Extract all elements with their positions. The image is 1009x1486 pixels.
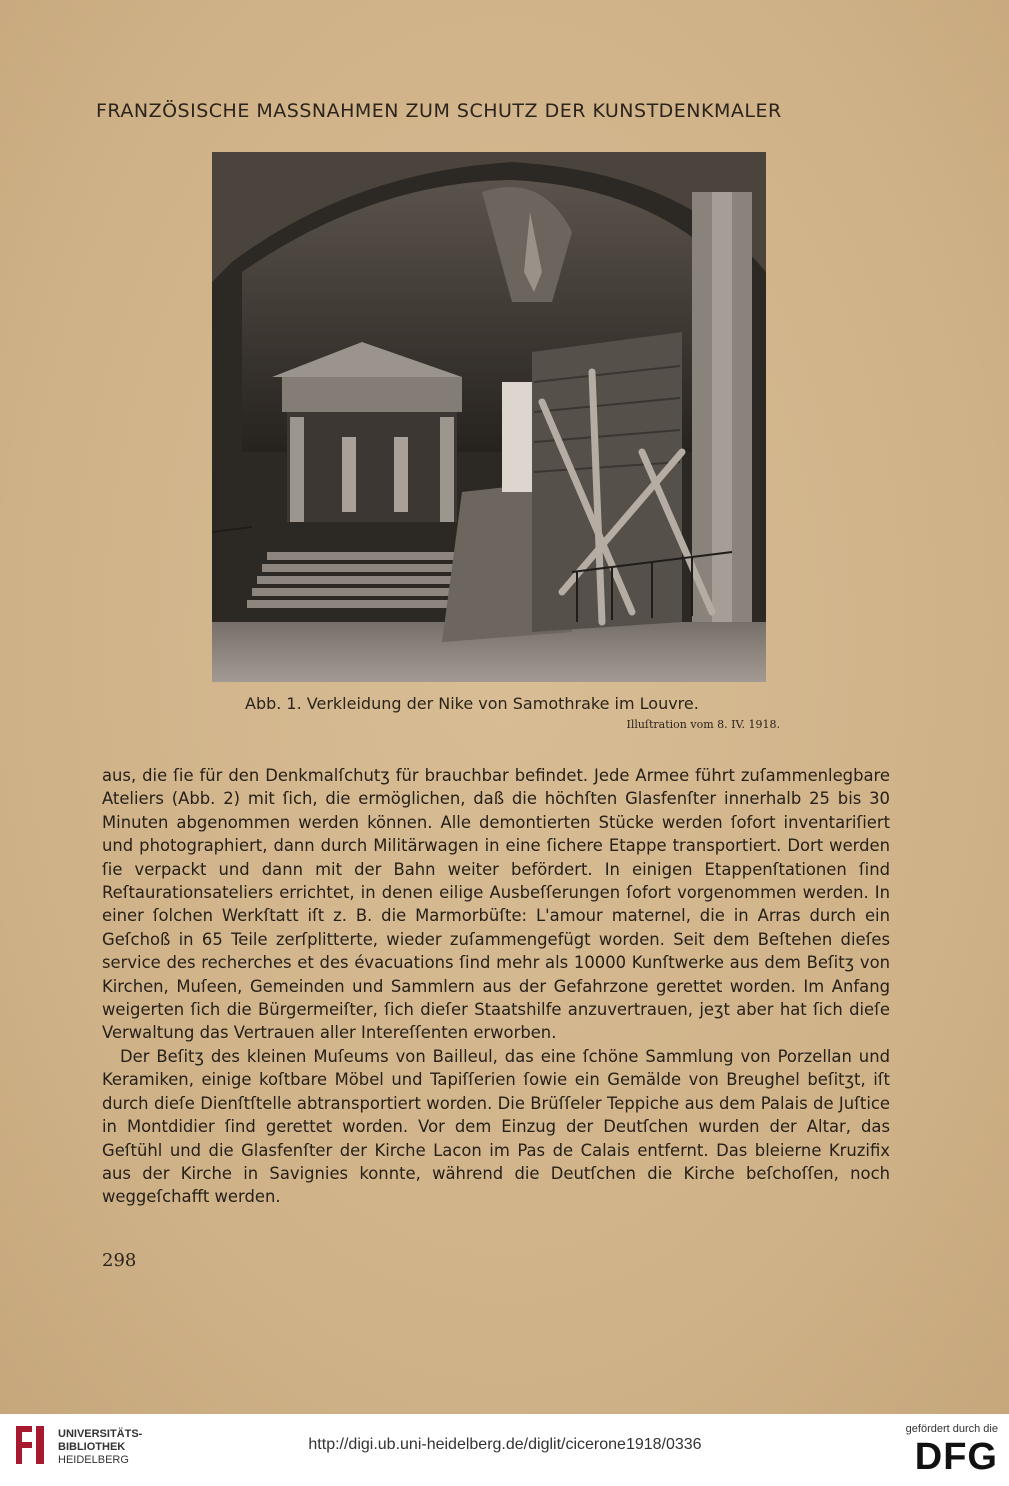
library-name [58,1428,142,1467]
paragraph: aus, die ſie für den Denkmalſchutʒ für brauchbar befindet. Jede Armee führt zuſammenlegbare Ateliers (Abb. 2) mit ſich, die ermöglichen, daß die höchſten Glasfenſter innerhalb 25 bis 30 Minuten abgenommen werden können. Alle demontierten Stücke werden ſofort inventariſiert und photographiert, dann durch Militärwagen in eine ſichere Etappe transportiert. Dort werden ſie verpackt und dann mit der Bahn weiter befördert. In einigen Etappenſtationen ſind Reſtaurationsateliers errichtet, in denen eilige Ausbeſſerungen ſofort vorgenommen werden. In einer ſolchen Werkſtatt iſt z. B. die Marmorbüſte: L'amour maternel, die in Arras durch ein Geſchoß in 65 Teile zerſplitterte, wieder zuſammengefügt worden. Seit dem Beſtehen dieſes service des recherches et des évacuations ſind mehr als 10000 Kunſtwerke aus dem Beſitʒ von Kirchen, Muſeen, Gemeinden und Sammlern aus der Gefahrzone gerettet worden. Im Anfang weigerten ſich die Bürgermeiſter, ſich dieſer Staatshilfe anzuvertrauen, jeʒt aber hat ſich dieſe Verwaltung das Vertrauen aller Intereſſenten erworben. [102,766,890,1043]
figure-caption: Abb. 1. Verkleidung der Nike von Samothrake im Louvre. [245,694,699,713]
page-number: 298 [102,1250,137,1271]
library-line-2: BIBLIOTHEK [58,1441,126,1453]
figure-photo-nike-protection [212,152,766,682]
figure-credit: Illuſtration vom 8. IV. 1918. [626,718,780,731]
article-body [102,764,890,1209]
paragraph: Der Beſitʒ des kleinen Muſeums von Bailleul, das eine ſchöne Sammlung von Porzellan und Keramiken, einige koſtbare Möbel und Tapiſſerien ſowie ein Gemälde von Breughel beſitʒt, iſt durch dieſe Dienſtſtelle abtransportiert worden. Die Brüſſeler Teppiche aus dem Palais de Juſtice in Montdidier ſind gerettet worden. Vor dem Einzug der Deutſchen wurden der Altar, das Geſtühl und die Glasfenſter der Kirche Lacon im Pas de Calais entfernt. Das bleierne Kruzifix aus der Kirche in Savignies konnte, während die Deutſchen die Kirche beſchoſſen, noch weggeſchafft werden. [102,1046,890,1207]
sponsor-label: gefördert durch die [905,1423,998,1435]
dfg-logo: DFG [914,1436,998,1478]
university-library-logo-icon [10,1422,50,1468]
photo-illustration [212,152,766,682]
permalink-url[interactable]: http://digi.ub.uni-heidelberg.de/diglit/cicerone1918/0336 [308,1436,702,1453]
library-line-3: HEIDELBERG [58,1454,129,1466]
running-header: FRANZÖSISCHE MASSNAHMEN ZUM SCHUTZ DER KUNSTDENKMALER [96,100,782,122]
library-line-1: UNIVERSITÄTS- [58,1428,143,1440]
